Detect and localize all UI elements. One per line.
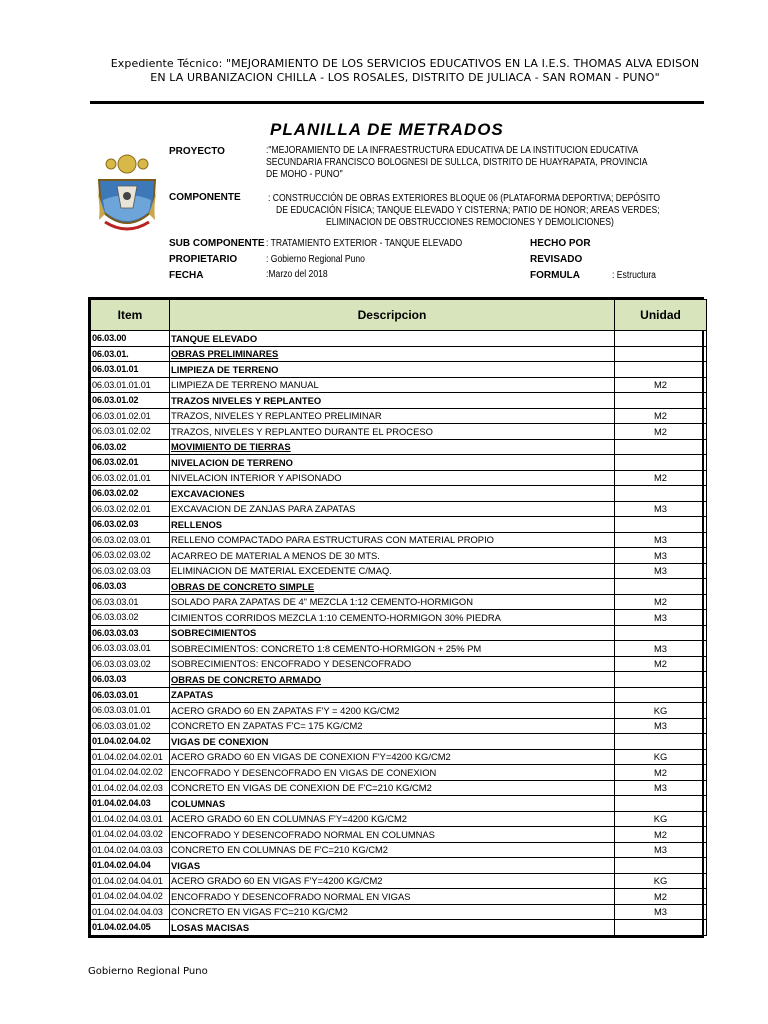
metrados-table [88, 297, 704, 938]
table-row [91, 672, 707, 688]
table-row [91, 641, 707, 657]
description-cell: TRAZOS NIVELES Y REPLANTEO [170, 393, 615, 409]
item-code-cell: 01.04.02.04.03.01 [91, 811, 170, 827]
table-row [91, 904, 707, 920]
item-code-cell: 06.03.03.03.02 [91, 656, 170, 672]
description-cell: CONCRETO EN COLUMNAS DE F'C=210 KG/CM2 [170, 842, 615, 858]
fecha-label: FECHA [169, 270, 204, 281]
unit-cell: M2 [615, 594, 707, 610]
description-cell: NIVELACION DE TERRENO [170, 455, 615, 471]
expediente-header [60, 57, 750, 85]
description-cell: VIGAS DE CONEXION [170, 734, 615, 750]
table-row [91, 579, 707, 595]
description-cell: TANQUE ELEVADO [170, 331, 615, 347]
description-cell: OBRAS PRELIMINARES [170, 346, 615, 362]
item-code-cell: 06.03.01.01 [91, 362, 170, 378]
description-cell: TRAZOS, NIVELES Y REPLANTEO PRELIMINAR [170, 408, 615, 424]
item-code-cell: 01.04.02.04.04.02 [91, 889, 170, 905]
item-code-cell: 06.03.03.03 [91, 625, 170, 641]
description-cell: ELIMINACION DE MATERIAL EXCEDENTE C/MAQ. [170, 563, 615, 579]
table-row [91, 408, 707, 424]
table-row [91, 780, 707, 796]
description-cell: CIMIENTOS CORRIDOS MEZCLA 1:10 CEMENTO-HORMIGON 30% PIEDRA [170, 610, 615, 626]
item-code-cell: 06.03.02.01 [91, 455, 170, 471]
proyecto-line-3: DE MOHO - PUNO" [266, 169, 343, 180]
page-title: PLANILLA DE METRADOS [270, 120, 504, 139]
description-cell: EXCAVACIONES [170, 486, 615, 502]
unit-cell: M3 [615, 563, 707, 579]
description-cell: SOBRECIMIENTOS [170, 625, 615, 641]
unit-cell: M3 [615, 501, 707, 517]
description-cell: ENCOFRADO Y DESENCOFRADO NORMAL EN VIGAS [170, 889, 615, 905]
table-row [91, 625, 707, 641]
table-row [91, 842, 707, 858]
description-cell: CONCRETO EN VIGAS F'C=210 KG/CM2 [170, 904, 615, 920]
unit-cell [615, 517, 707, 533]
table-row [91, 331, 707, 347]
description-cell: ENCOFRADO Y DESENCOFRADO EN VIGAS DE CONEXION [170, 765, 615, 781]
unit-cell [615, 579, 707, 595]
unit-cell [615, 625, 707, 641]
table-row [91, 393, 707, 409]
unit-cell: M2 [615, 889, 707, 905]
description-cell: SOBRECIMIENTOS: ENCOFRADO Y DESENCOFRADO [170, 656, 615, 672]
description-cell: ACERO GRADO 60 EN ZAPATAS F'Y = 4200 KG/CM2 [170, 703, 615, 719]
coat-of-arms-icon [95, 150, 159, 238]
unit-cell: M2 [615, 377, 707, 393]
fecha-value: :Marzo del 2018 [266, 269, 328, 280]
unit-cell: M3 [615, 718, 707, 734]
table-row [91, 811, 707, 827]
table-row [91, 749, 707, 765]
componente-value [268, 193, 708, 229]
unit-cell: M2 [615, 765, 707, 781]
componente-label: COMPONENTE [169, 192, 241, 203]
table-row [91, 532, 707, 548]
unit-cell: KG [615, 873, 707, 889]
item-code-cell: 01.04.02.04.02.02 [91, 765, 170, 781]
item-code-cell: 01.04.02.04.02.03 [91, 780, 170, 796]
table-row [91, 563, 707, 579]
unit-cell: M3 [615, 641, 707, 657]
subcomponente-value: : TRATAMIENTO EXTERIOR - TANQUE ELEVADO [266, 238, 463, 249]
table-row [91, 610, 707, 626]
unit-cell: M3 [615, 842, 707, 858]
item-code-cell: 06.03.01.02.01 [91, 408, 170, 424]
item-code-cell: 06.03.03.03.01 [91, 641, 170, 657]
propietario-value: : Gobierno Regional Puno [266, 254, 365, 265]
item-code-cell: 06.03.01.02 [91, 393, 170, 409]
table-row [91, 346, 707, 362]
column-header-item: Item [91, 300, 170, 331]
footer-text: Gobierno Regional Puno [88, 966, 208, 977]
item-code-cell: 06.03.02.03.02 [91, 548, 170, 564]
item-code-cell: 06.03.00 [91, 331, 170, 347]
description-cell: RELLENOS [170, 517, 615, 533]
item-code-cell: 06.03.01.02.02 [91, 424, 170, 440]
item-code-cell: 06.03.02.03.03 [91, 563, 170, 579]
table-row [91, 501, 707, 517]
description-cell: VIGAS [170, 858, 615, 874]
proyecto-value [266, 145, 710, 181]
unit-cell [615, 455, 707, 471]
description-cell: ACARREO DE MATERIAL A MENOS DE 30 MTS. [170, 548, 615, 564]
table-row [91, 734, 707, 750]
description-cell: RELLENO COMPACTADO PARA ESTRUCTURAS CON MATERIAL PROPIO [170, 532, 615, 548]
description-cell: ACERO GRADO 60 EN VIGAS DE CONEXION F'Y=4200 KG/CM2 [170, 749, 615, 765]
unit-cell [615, 796, 707, 812]
unit-cell [615, 672, 707, 688]
table-row [91, 548, 707, 564]
table-row [91, 517, 707, 533]
description-cell: OBRAS DE CONCRETO SIMPLE [170, 579, 615, 595]
table-row [91, 765, 707, 781]
item-code-cell: 01.04.02.04.02.01 [91, 749, 170, 765]
item-code-cell: 01.04.02.04.04 [91, 858, 170, 874]
table-row [91, 920, 707, 936]
item-code-cell: 01.04.02.04.03.02 [91, 827, 170, 843]
table-row [91, 796, 707, 812]
unit-cell: M2 [615, 656, 707, 672]
description-cell: ZAPATAS [170, 687, 615, 703]
expediente-line-1: Expediente Técnico: "MEJORAMIENTO DE LOS SERVICIOS EDUCATIVOS EN LA I.E.S. THOMAS ALVA EDISON [110, 57, 700, 70]
formula-value: : Estructura [612, 270, 656, 281]
unit-cell: M3 [615, 532, 707, 548]
table-row [91, 470, 707, 486]
unit-cell [615, 734, 707, 750]
expediente-line-2: EN LA URBANIZACION CHILLA - LOS ROSALES, DISTRITO DE JULIACA - SAN ROMAN - PUNO" [150, 71, 660, 84]
componente-line-1: : CONSTRUCCIÓN DE OBRAS EXTERIORES BLOQUE 06 (PLATAFORMA DEPORTIVA; DEPÓSITO [268, 193, 661, 204]
column-header-unidad: Unidad [615, 300, 707, 331]
item-code-cell: 06.03.03.01 [91, 687, 170, 703]
table-row [91, 858, 707, 874]
item-code-cell: 06.03.02.01.01 [91, 470, 170, 486]
item-code-cell: 01.04.02.04.04.01 [91, 873, 170, 889]
table-row [91, 377, 707, 393]
table-row [91, 424, 707, 440]
unit-cell: M2 [615, 470, 707, 486]
item-code-cell: 06.03.02.03 [91, 517, 170, 533]
table-row [91, 873, 707, 889]
table-row [91, 455, 707, 471]
description-cell: LIMPIEZA DE TERRENO MANUAL [170, 377, 615, 393]
column-header-descripcion: Descripcion [170, 300, 615, 331]
description-cell: LIMPIEZA DE TERRENO [170, 362, 615, 378]
item-code-cell: 01.04.02.04.03 [91, 796, 170, 812]
description-cell: LOSAS MACISAS [170, 920, 615, 936]
description-cell: TRAZOS, NIVELES Y REPLANTEO DURANTE EL PROCESO [170, 424, 615, 440]
item-code-cell: 06.03.01.01.01 [91, 377, 170, 393]
table-row [91, 439, 707, 455]
proyecto-label: PROYECTO [169, 146, 225, 157]
item-code-cell: 01.04.02.04.03.03 [91, 842, 170, 858]
header-divider [90, 101, 704, 104]
unit-cell: M2 [615, 408, 707, 424]
revisado-label: REVISADO [530, 254, 583, 265]
unit-cell: M3 [615, 548, 707, 564]
table-body [91, 331, 707, 936]
unit-cell: M2 [615, 424, 707, 440]
unit-cell [615, 486, 707, 502]
item-code-cell: 06.03.03.01.01 [91, 703, 170, 719]
unit-cell: M2 [615, 827, 707, 843]
proyecto-line-1: :"MEJORAMIENTO DE LA INFRAESTRUCTURA EDUCATIVA DE LA INSTITUCION EDUCATIVA [266, 145, 639, 156]
item-code-cell: 06.03.01. [91, 346, 170, 362]
table-row [91, 362, 707, 378]
unit-cell [615, 439, 707, 455]
item-code-cell: 01.04.02.04.04.03 [91, 904, 170, 920]
unit-cell: M3 [615, 904, 707, 920]
description-cell: SOBRECIMIENTOS: CONCRETO 1:8 CEMENTO-HORMIGON + 25% PM [170, 641, 615, 657]
hecho-por-label: HECHO POR [530, 238, 591, 249]
item-code-cell: 06.03.03.01.02 [91, 718, 170, 734]
item-code-cell: 01.04.02.04.02 [91, 734, 170, 750]
description-cell: MOVIMIENTO DE TIERRAS [170, 439, 615, 455]
unit-cell [615, 920, 707, 936]
unit-cell [615, 858, 707, 874]
table-row [91, 889, 707, 905]
table-row [91, 827, 707, 843]
unit-cell: M3 [615, 780, 707, 796]
table-row [91, 656, 707, 672]
description-cell: COLUMNAS [170, 796, 615, 812]
description-cell: SOLADO PARA ZAPATAS DE 4" MEZCLA 1:12 CEMENTO-HORMIGON [170, 594, 615, 610]
description-cell: CONCRETO EN ZAPATAS F'C= 175 KG/CM2 [170, 718, 615, 734]
unit-cell [615, 687, 707, 703]
unit-cell [615, 393, 707, 409]
description-cell: ENCOFRADO Y DESENCOFRADO NORMAL EN COLUMNAS [170, 827, 615, 843]
unit-cell [615, 331, 707, 347]
unit-cell: KG [615, 749, 707, 765]
componente-line-2: DE EDUCACIÓN FÍSICA; TANQUE ELEVADO Y CISTERNA; PATIO DE HONOR; AREAS VERDES; [276, 205, 660, 216]
table-row [91, 703, 707, 719]
table-row [91, 486, 707, 502]
item-code-cell: 01.04.02.04.05 [91, 920, 170, 936]
unit-cell: M3 [615, 610, 707, 626]
item-code-cell: 06.03.03.02 [91, 610, 170, 626]
item-code-cell: 06.03.03 [91, 579, 170, 595]
description-cell: ACERO GRADO 60 EN VIGAS F'Y=4200 KG/CM2 [170, 873, 615, 889]
unit-cell [615, 346, 707, 362]
proyecto-line-2: SECUNDARIA FRANCISCO BOLOGNESI DE SULLCA, DISTRITO DE HUAYRAPATA, PROVINCIA [266, 157, 648, 168]
description-cell: OBRAS DE CONCRETO ARMADO [170, 672, 615, 688]
item-code-cell: 06.03.03 [91, 672, 170, 688]
description-cell: CONCRETO EN VIGAS DE CONEXION DE F'C=210 KG/CM2 [170, 780, 615, 796]
description-cell: ACERO GRADO 60 EN COLUMNAS F'Y=4200 KG/CM2 [170, 811, 615, 827]
table-row [91, 718, 707, 734]
item-code-cell: 06.03.02.02.01 [91, 501, 170, 517]
item-code-cell: 06.03.02.03.01 [91, 532, 170, 548]
table-row [91, 594, 707, 610]
subcomponente-label: SUB COMPONENTE [169, 238, 265, 249]
unit-cell [615, 362, 707, 378]
propietario-label: PROPIETARIO [169, 254, 238, 265]
description-cell: EXCAVACION DE ZANJAS PARA ZAPATAS [170, 501, 615, 517]
componente-line-3: ELIMINACION DE OBSTRUCCIONES REMOCIONES Y DEMOLICIONES) [326, 217, 614, 228]
table-row [91, 687, 707, 703]
item-code-cell: 06.03.02.02 [91, 486, 170, 502]
formula-label: FORMULA [530, 270, 580, 281]
item-code-cell: 06.03.02 [91, 439, 170, 455]
unit-cell: KG [615, 811, 707, 827]
description-cell: NIVELACION INTERIOR Y APISONADO [170, 470, 615, 486]
item-code-cell: 06.03.03.01 [91, 594, 170, 610]
unit-cell: KG [615, 703, 707, 719]
